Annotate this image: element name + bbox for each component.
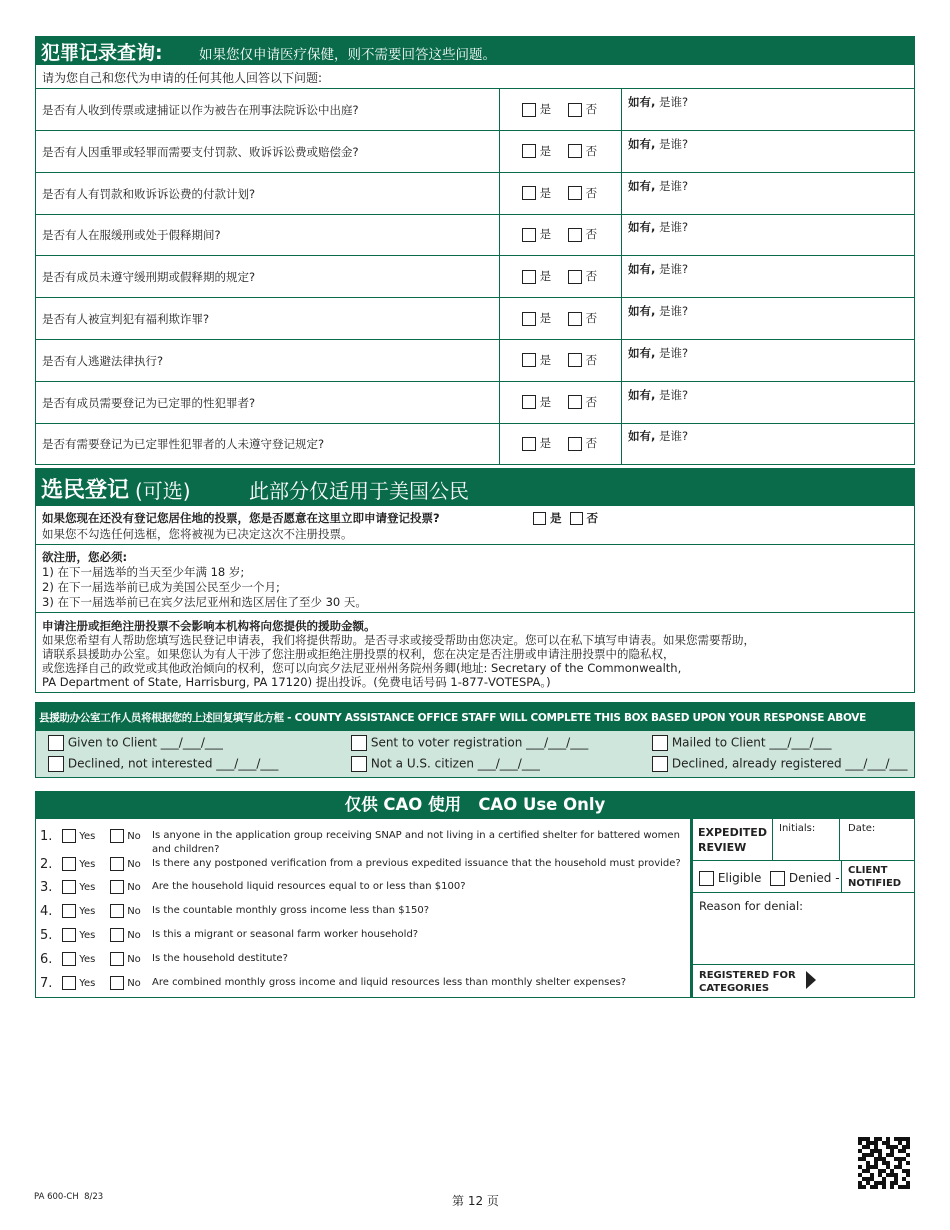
criminal-instruction-row bbox=[35, 65, 915, 89]
yes-no-cell bbox=[499, 89, 622, 130]
who-field[interactable] bbox=[628, 303, 688, 319]
cao-yes-label: Yes bbox=[79, 978, 96, 989]
who-label: 是谁? bbox=[659, 262, 689, 277]
yes-label: 是 bbox=[539, 227, 552, 242]
voter-must-title: 欲注册，您必须: bbox=[42, 550, 128, 564]
criminal-question-row bbox=[35, 298, 915, 340]
criminal-question-row bbox=[35, 423, 915, 465]
given-to-client-label: Given to Client ___/___/___ bbox=[67, 735, 223, 750]
who-label: 是谁? bbox=[659, 178, 689, 193]
voter-notice-box bbox=[35, 613, 915, 693]
yes-checkbox[interactable] bbox=[522, 270, 536, 284]
criminal-question-text: 是否有人被宣判犯有福利欺诈罪? bbox=[42, 312, 210, 326]
no-label: 否 bbox=[585, 394, 598, 409]
yes-label: 是 bbox=[539, 185, 552, 200]
no-checkbox[interactable] bbox=[568, 144, 582, 158]
no-checkbox[interactable] bbox=[568, 395, 582, 409]
who-bold-label: 如有, bbox=[628, 178, 656, 193]
criminal-question-row bbox=[35, 382, 915, 424]
criminal-instruction: 请为您自己和您代为申请的任何其他人回答以下问题: bbox=[42, 71, 323, 85]
cao-yes-label: Yes bbox=[79, 954, 96, 965]
no-checkbox[interactable] bbox=[568, 437, 582, 451]
yes-label: 是 bbox=[539, 311, 552, 325]
voter-must-item-2: 2) 在下一届选举前已成为美国公民至少一个月; bbox=[42, 580, 280, 594]
cao-question-number: 7. bbox=[40, 976, 53, 991]
play-arrow-icon bbox=[806, 971, 816, 989]
no-label: 否 bbox=[585, 436, 598, 451]
who-label: 是谁? bbox=[659, 304, 689, 318]
who-field[interactable] bbox=[628, 345, 688, 361]
criminal-question-row bbox=[35, 214, 915, 256]
who-bold-label: 如有, bbox=[628, 136, 656, 151]
yes-no-cell bbox=[499, 298, 622, 339]
voter-optional: (可选) bbox=[135, 479, 191, 503]
who-field[interactable] bbox=[628, 94, 688, 110]
cao-yes-label: Yes bbox=[79, 831, 96, 842]
cao-header-text: 仅供 CAO 使用 CAO Use Only bbox=[344, 795, 606, 814]
voter-question-box bbox=[35, 506, 915, 545]
declined-already-registered-checkbox[interactable] bbox=[652, 756, 668, 772]
county-options-box bbox=[35, 731, 915, 778]
no-checkbox[interactable] bbox=[568, 186, 582, 200]
who-bold-label: 如有, bbox=[628, 95, 656, 109]
who-bold-label: 如有, bbox=[628, 304, 656, 318]
initials-label: Initials: bbox=[779, 823, 816, 834]
cao-yes-label: Yes bbox=[79, 859, 96, 870]
cao-yes-checkbox[interactable] bbox=[62, 857, 76, 871]
not-us-citizen-checkbox[interactable] bbox=[351, 756, 367, 772]
cao-no-checkbox[interactable] bbox=[110, 928, 124, 942]
eligible-label: Eligible bbox=[717, 871, 762, 885]
who-field[interactable] bbox=[628, 136, 688, 152]
yes-no-cell bbox=[499, 423, 622, 464]
voter-yes-label: 是 bbox=[550, 511, 562, 525]
page-number: 第 12 页 bbox=[452, 1194, 499, 1208]
no-label: 否 bbox=[585, 143, 598, 158]
no-label: 否 bbox=[585, 311, 598, 325]
client-notified-label: CLIENT NOTIFIED bbox=[848, 865, 902, 889]
cao-no-checkbox[interactable] bbox=[110, 952, 124, 966]
yes-checkbox[interactable] bbox=[522, 395, 536, 409]
mailed-to-client-label: Mailed to Client ___/___/___ bbox=[671, 735, 832, 750]
expedited-review-label: EXPEDITED REVIEW bbox=[698, 826, 767, 854]
cao-question-text: Are combined monthly gross income and liquid resources less than monthly shelter expenses? bbox=[152, 977, 627, 988]
not-us-citizen-label: Not a U.S. citizen ___/___/___ bbox=[370, 756, 540, 771]
who-bold-label: 如有, bbox=[628, 387, 656, 402]
who-label: 是谁? bbox=[659, 345, 689, 360]
declined-not-interested-checkbox[interactable] bbox=[48, 756, 64, 772]
cao-yes-checkbox[interactable] bbox=[62, 976, 76, 990]
cao-no-label: No bbox=[127, 882, 141, 893]
declined-not-interested-label: Declined, not interested ___/___/___ bbox=[67, 756, 279, 771]
criminal-question-text: 是否有人逃避法律执行? bbox=[42, 353, 164, 368]
who-label: 是谁? bbox=[659, 136, 689, 151]
yes-label: 是 bbox=[539, 102, 552, 116]
cao-no-label: No bbox=[127, 906, 141, 917]
cao-no-checkbox[interactable] bbox=[110, 880, 124, 894]
cao-no-checkbox[interactable] bbox=[110, 976, 124, 990]
cao-question-text: Is the countable monthly gross income less than $150? bbox=[152, 905, 430, 916]
criminal-question-row bbox=[35, 131, 915, 173]
cao-question-number: 2. bbox=[40, 857, 53, 872]
no-label: 否 bbox=[585, 185, 598, 200]
cao-yes-checkbox[interactable] bbox=[62, 829, 76, 843]
who-label: 是谁? bbox=[659, 429, 689, 444]
cao-yes-checkbox[interactable] bbox=[62, 880, 76, 894]
who-bold-label: 如有, bbox=[628, 345, 656, 360]
cao-no-label: No bbox=[127, 978, 141, 989]
voter-notice-line-2: 请联系县援助办公室。如果您认为有人干涉了您注册或拒绝注册投票的权利，您在决定是否注册或申请注册投票中的隐私权， bbox=[42, 647, 675, 661]
no-label: 否 bbox=[585, 269, 598, 284]
cao-question-text: Is this a migrant or seasonal farm worker household? bbox=[152, 929, 419, 940]
cao-no-label: No bbox=[127, 930, 141, 941]
yes-no-cell bbox=[499, 131, 622, 172]
criminal-question-row bbox=[35, 89, 915, 131]
yes-checkbox[interactable] bbox=[522, 228, 536, 242]
cao-question-number: 3. bbox=[40, 880, 53, 895]
no-label: 否 bbox=[585, 102, 598, 116]
voter-no-label: 否 bbox=[586, 511, 599, 525]
no-checkbox[interactable] bbox=[568, 228, 582, 242]
yes-no-cell bbox=[499, 173, 622, 214]
denied-checkbox[interactable] bbox=[770, 871, 785, 886]
cao-question-text: Is there any postponed verification from a previous expedited issuance that the household must provide? bbox=[152, 858, 681, 869]
yes-no-cell bbox=[499, 214, 622, 255]
voter-title: 选民登记 bbox=[41, 478, 130, 503]
criminal-subtitle: 如果您仅申请医疗保健，则不需要回答这些问题。 bbox=[199, 47, 496, 63]
no-label: 否 bbox=[585, 227, 598, 242]
voter-no-checkbox[interactable] bbox=[570, 512, 583, 525]
date-label: Date: bbox=[848, 823, 876, 834]
cao-question-text: Is the household destitute? bbox=[152, 953, 288, 964]
cao-yes-checkbox[interactable] bbox=[62, 952, 76, 966]
who-label: 是谁? bbox=[659, 220, 689, 235]
sent-to-voter-registration-label: Sent to voter registration ___/___/___ bbox=[370, 735, 589, 750]
county-header-text: 县援助办公室工作人员将根据您的上述回复填写此方框 - COUNTY ASSISTANCE OFFICE STAFF WILL COMPLETE THIS BOX BASED UPON YOUR RESPONSE ABOVE bbox=[39, 712, 867, 724]
who-field[interactable] bbox=[628, 261, 688, 277]
cao-yes-label: Yes bbox=[79, 882, 96, 893]
yes-no-cell bbox=[499, 382, 622, 423]
voter-notice-line-1: 如果您希望有人帮助您填写选民登记申请表，我们将提供帮助。是否寻求或接受帮助由您决定。您可以在私下填写申请表。如果您需要帮助， bbox=[42, 633, 755, 647]
registered-for-categories-label: REGISTERED FOR CATEGORIES bbox=[699, 970, 796, 994]
cao-question-number: 5. bbox=[40, 928, 53, 943]
form-id: PA 600-CH 8/23 bbox=[34, 1192, 104, 1202]
voter-note: 如果您不勾选任何选框，您将被视为已决定这次不注册投票。 bbox=[42, 527, 353, 541]
criminal-question-text: 是否有人有罚款和败诉诉讼费的付款计划? bbox=[42, 186, 256, 201]
who-label: 是谁? bbox=[659, 387, 689, 402]
denied-label: Denied - bbox=[788, 871, 840, 885]
who-field[interactable] bbox=[628, 387, 688, 403]
who-field[interactable] bbox=[628, 178, 688, 194]
who-field[interactable] bbox=[628, 219, 688, 235]
yes-label: 是 bbox=[539, 352, 552, 367]
mailed-to-client-checkbox[interactable] bbox=[652, 735, 668, 751]
no-checkbox[interactable] bbox=[568, 353, 582, 367]
cao-no-label: No bbox=[127, 954, 141, 965]
yes-no-cell bbox=[499, 256, 622, 297]
reason-for-denial-label: Reason for denial: bbox=[699, 899, 804, 913]
criminal-title: 犯罪记录查询: bbox=[41, 42, 163, 64]
yes-label: 是 bbox=[539, 436, 552, 451]
voter-section-header bbox=[35, 468, 915, 506]
voter-notice-line-3: 或您选择自己的政党或其他政治倾向的权利，您可以向宾夕法尼亚州州务院州务卿(地址: Secretary of the Commonwealth, bbox=[42, 661, 682, 675]
no-checkbox[interactable] bbox=[568, 103, 582, 117]
cao-no-checkbox[interactable] bbox=[110, 904, 124, 918]
cao-question-number: 6. bbox=[40, 952, 53, 967]
criminal-question-text: 是否有人在服缓刑或处于假释期间? bbox=[42, 228, 221, 243]
criminal-question-text: 是否有人因重罪或轻罪而需要支付罚款、败诉诉讼费或赔偿金? bbox=[42, 144, 359, 159]
yes-label: 是 bbox=[539, 394, 552, 409]
yes-checkbox[interactable] bbox=[522, 144, 536, 158]
who-field[interactable] bbox=[628, 428, 688, 444]
criminal-question-row bbox=[35, 173, 915, 215]
yes-no-cell bbox=[499, 340, 622, 381]
voter-notice-title: 申请注册或拒绝注册投票不会影响本机构将向您提供的援助金额。 bbox=[42, 619, 376, 633]
criminal-question-row bbox=[35, 256, 915, 298]
cao-no-label: No bbox=[127, 859, 141, 870]
cao-question-text: Is anyone in the application group receiving SNAP and not living in a certified shelter for battered women and children? bbox=[152, 830, 680, 855]
yes-checkbox[interactable] bbox=[522, 186, 536, 200]
yes-label: 是 bbox=[539, 143, 552, 158]
cao-question-number: 4. bbox=[40, 904, 53, 919]
no-label: 否 bbox=[585, 352, 598, 367]
given-to-client-checkbox[interactable] bbox=[48, 735, 64, 751]
yes-label: 是 bbox=[539, 269, 552, 284]
yes-checkbox[interactable] bbox=[522, 353, 536, 367]
cao-yes-label: Yes bbox=[79, 930, 96, 941]
voter-question: 如果您现在还没有登记您居住地的投票，您是否愿意在这里立即申请登记投票? bbox=[42, 511, 440, 525]
sent-to-voter-registration-checkbox[interactable] bbox=[351, 735, 367, 751]
declined-already-registered-label: Declined, already registered ___/___/___ bbox=[671, 756, 908, 771]
eligible-checkbox[interactable] bbox=[699, 871, 714, 886]
no-checkbox[interactable] bbox=[568, 312, 582, 326]
cao-question-number: 1. bbox=[40, 829, 53, 844]
cao-no-label: No bbox=[127, 831, 141, 842]
criminal-question-text: 是否有成员需要登记为已定罪的性犯罪者? bbox=[42, 395, 256, 410]
who-label: 是谁? bbox=[659, 95, 689, 109]
voter-must-item-3: 3) 在下一届选举前已在宾夕法尼亚州和选区居住了至少 30 天。 bbox=[42, 595, 367, 609]
voter-must-item-1: 1) 在下一届选举的当天至少年满 18 岁; bbox=[42, 565, 245, 579]
yes-checkbox[interactable] bbox=[522, 312, 536, 326]
cao-question-text: Are the household liquid resources equal to or less than $100? bbox=[152, 881, 466, 892]
cao-yes-label: Yes bbox=[79, 906, 96, 917]
cao-no-checkbox[interactable] bbox=[110, 829, 124, 843]
yes-checkbox[interactable] bbox=[522, 103, 536, 117]
county-header bbox=[35, 702, 915, 731]
criminal-question-text: 是否有需要登记为已定罪性犯罪者的人未遵守登记规定? bbox=[42, 437, 325, 452]
criminal-question-row bbox=[35, 340, 915, 382]
who-bold-label: 如有, bbox=[628, 220, 656, 235]
voter-subtitle: 此部分仅适用于美国公民 bbox=[249, 479, 469, 503]
voter-yes-checkbox[interactable] bbox=[533, 512, 546, 525]
cao-yes-checkbox[interactable] bbox=[62, 928, 76, 942]
voter-requirements-box bbox=[35, 545, 915, 613]
cao-header bbox=[35, 791, 915, 819]
criminal-section-header bbox=[35, 36, 915, 65]
yes-checkbox[interactable] bbox=[522, 437, 536, 451]
expedited-review-panel bbox=[693, 819, 915, 998]
no-checkbox[interactable] bbox=[568, 270, 582, 284]
criminal-question-text: 是否有人收到传票或逮捕证以作为被告在刑事法院诉讼中出庭? bbox=[42, 103, 359, 117]
cao-yes-checkbox[interactable] bbox=[62, 904, 76, 918]
who-bold-label: 如有, bbox=[628, 429, 656, 444]
criminal-question-text: 是否有成员未遵守缓刑期或假释期的规定? bbox=[42, 270, 256, 285]
qr-code-icon bbox=[858, 1137, 910, 1189]
cao-no-checkbox[interactable] bbox=[110, 857, 124, 871]
voter-notice-line-4: PA Department of State, Harrisburg, PA 17120) 提出投诉。(免费电话号码 1-877-VOTESPA。) bbox=[42, 675, 551, 689]
who-bold-label: 如有, bbox=[628, 262, 656, 277]
